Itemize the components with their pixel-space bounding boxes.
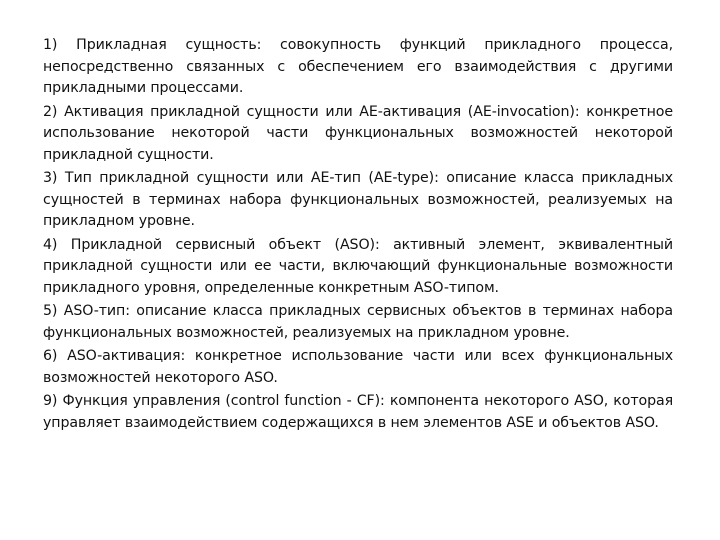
- definition-aso-invocation: 6) ASO-активация: конкретное использование части или всех функциональных возможностей некоторого ASO.: [43, 348, 673, 386]
- definition-aso-type: 5) ASO-тип: описание класса прикладных сервисных объектов в терминах набора функциональных возможностей, реализуемых на прикладном уровне.: [43, 303, 673, 341]
- definition-application-entity: 1) Прикладная сущность: совокупность функций прикладного процесса, непосредственно связанных с обеспечением его взаимодействия с другими прикладными процессами.: [43, 37, 673, 96]
- definition-ae-type: 3) Тип прикладной сущности или AE-тип (AE-type): описание класса прикладных сущностей в терминах набора функциональных возможностей, реализуемых на прикладном уровне.: [43, 170, 673, 229]
- definitions-list: [43, 35, 673, 436]
- definition-ae-invocation: 2) Активация прикладной сущности или AE-активация (AE-invocation): конкретное использование некоторой части функциональных возможностей некоторой прикладной сущности.: [43, 103, 673, 163]
- definition-control-function: 9) Функция управления (control function - CF): компонента некоторого ASO, которая управляет взаимодействием содержащихся в нем элементов ASE и объектов ASO.: [43, 393, 673, 431]
- definition-aso: 4) Прикладной сервисный объект (ASO): активный элемент, эквивалентный прикладной сущности или ее части, включающий функциональные возможности прикладного уровня, определенные конкретным ASO-типом.: [43, 236, 673, 296]
